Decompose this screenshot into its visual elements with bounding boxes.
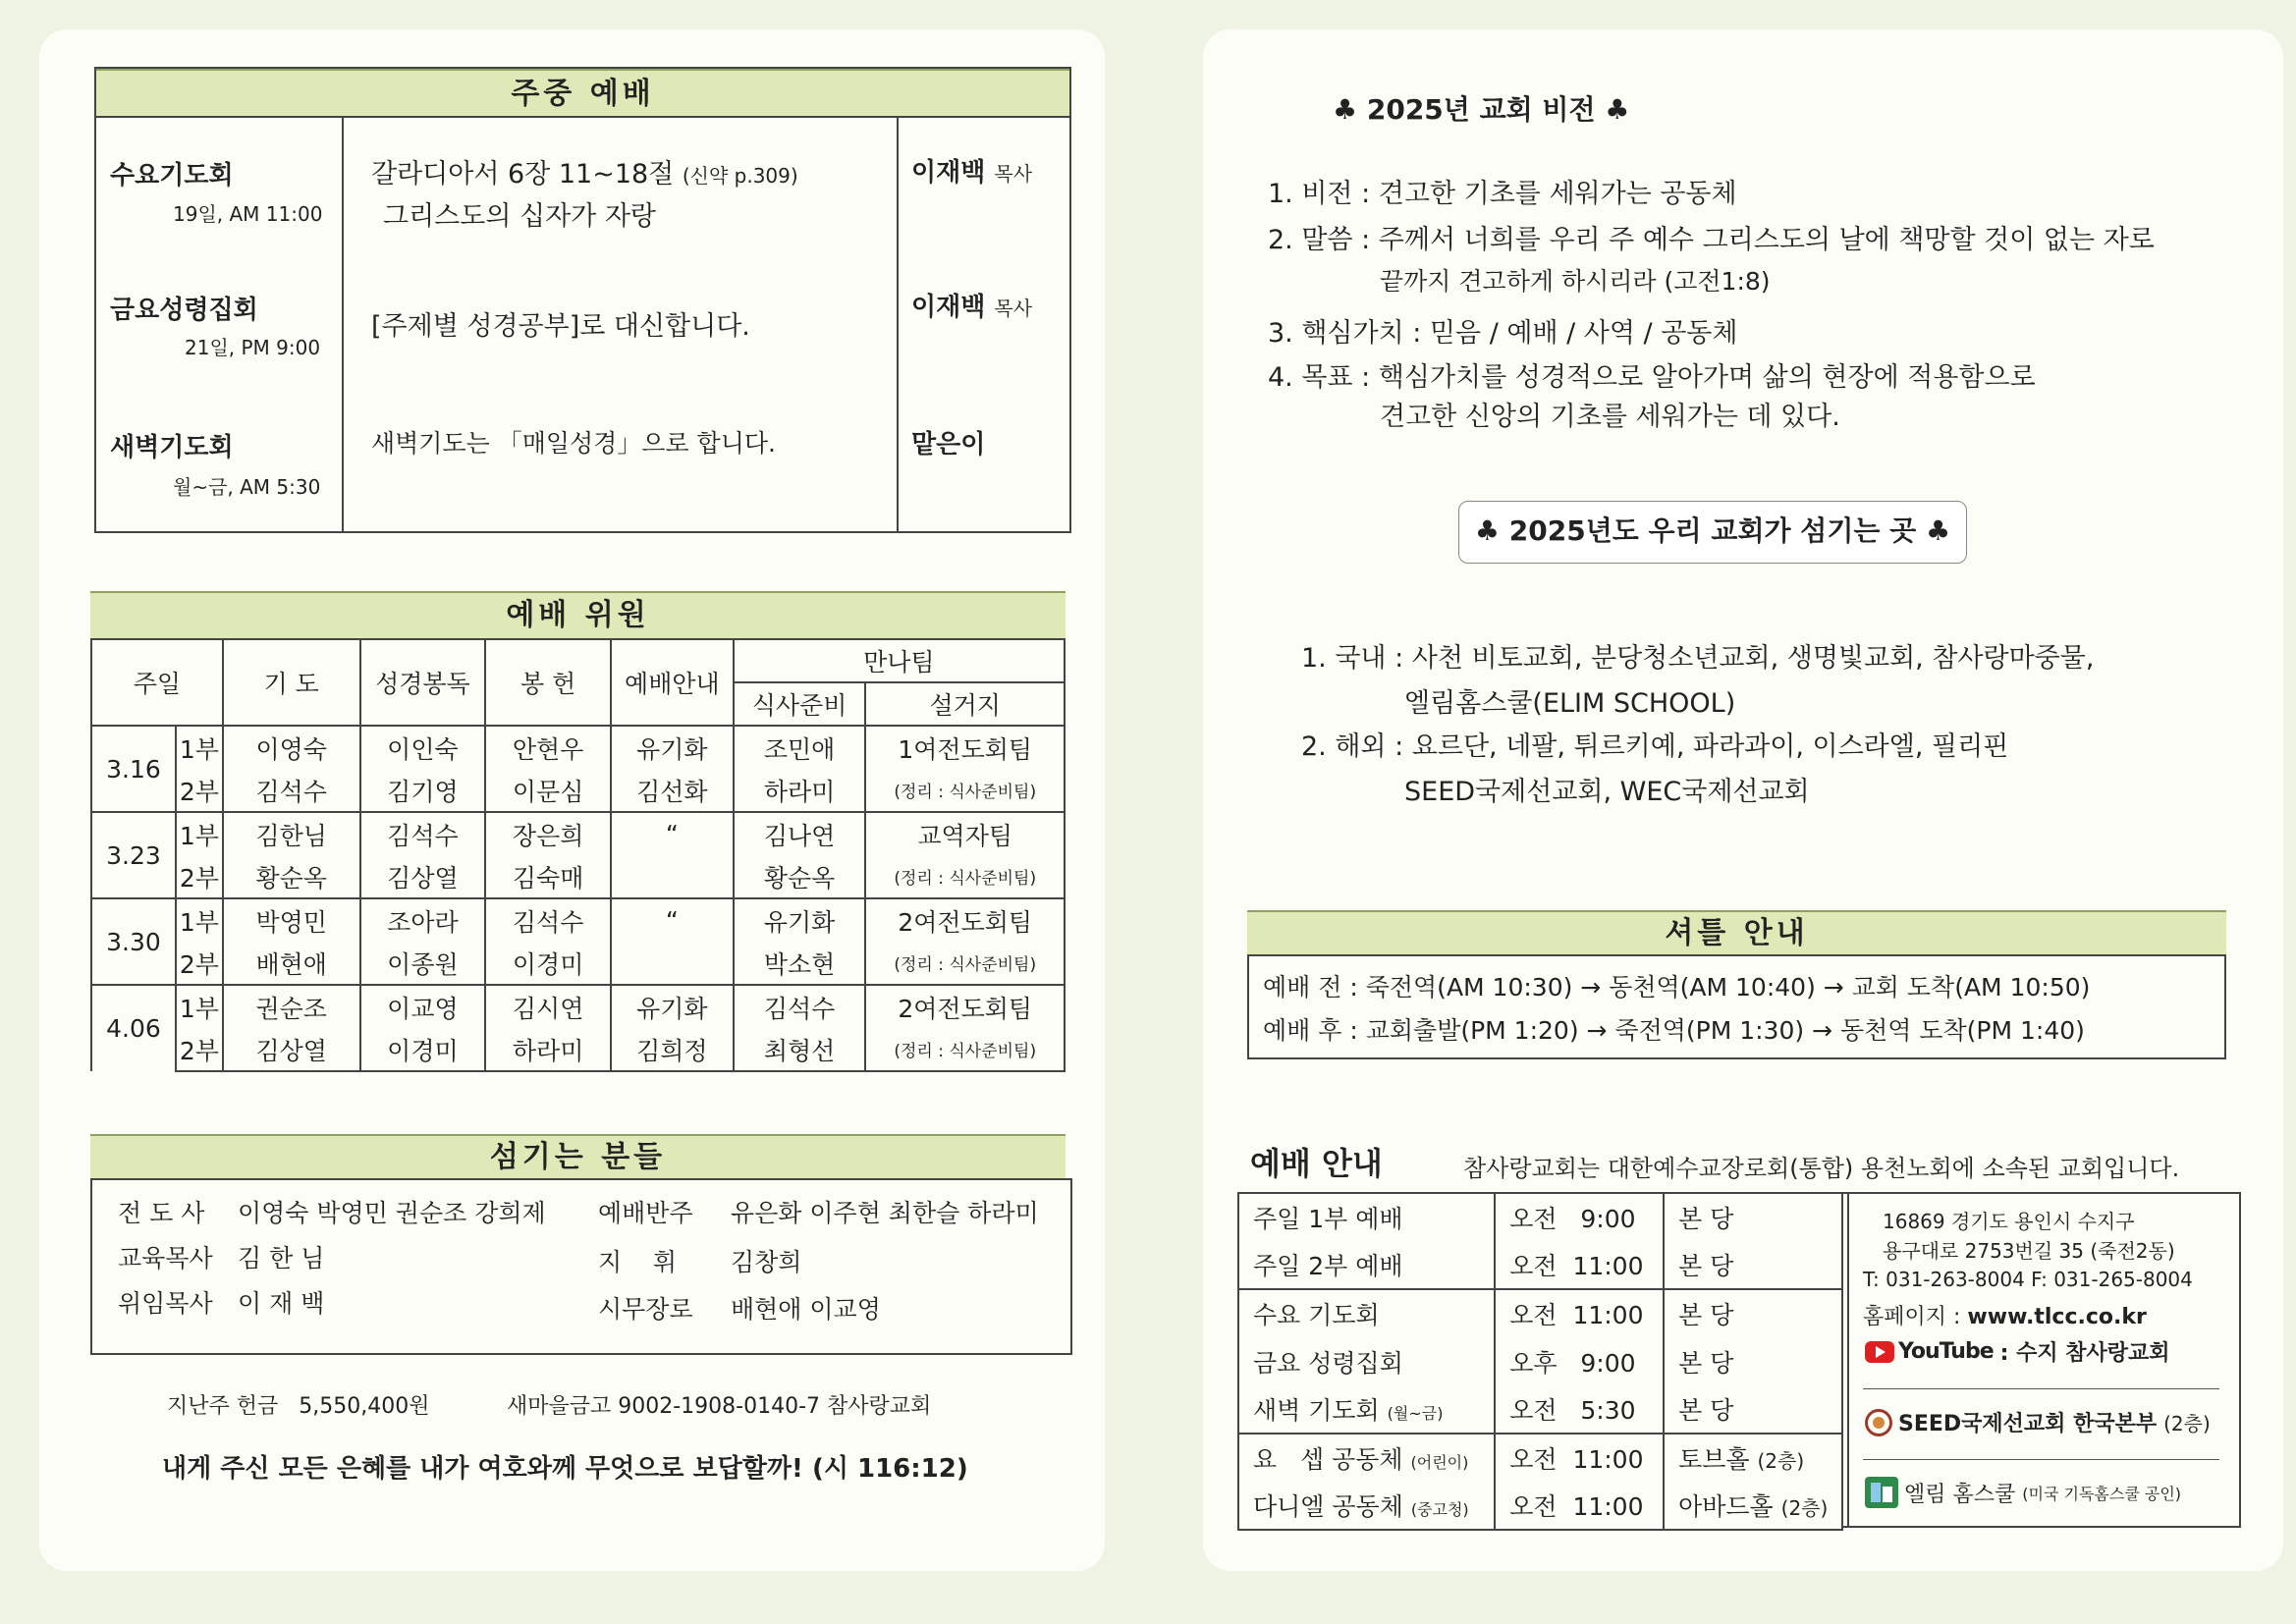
mission-label: 1. 국내 :	[1301, 643, 1404, 674]
mission-text-cont: 엘림홈스쿨(ELIM SCHOOL)	[1404, 688, 1736, 719]
table-row	[1238, 1193, 1842, 1241]
offering-cell: 안현우	[485, 726, 611, 769]
address-line2: 용구대로 2753번길 35 (죽전2동)	[1883, 1239, 2175, 1263]
service-sub: (중고청)	[1410, 1500, 1469, 1519]
service-part: 2부	[176, 1028, 223, 1071]
leader-name: 이재백	[911, 158, 986, 188]
prayer-cell: 김상열	[223, 1028, 360, 1071]
prayer-cell: 김한님	[223, 812, 360, 855]
vision-item	[1268, 355, 2036, 394]
header-offering: 봉 헌	[485, 639, 611, 726]
vision-item	[1268, 311, 1737, 350]
service-place: 아바드홀	[1678, 1492, 1774, 1521]
scripture-note: (신약 p.309)	[682, 164, 798, 188]
shuttle-before	[1263, 968, 2090, 1003]
service-place-sub: (2층)	[1780, 1496, 1829, 1520]
seed-note: (2층)	[2163, 1412, 2211, 1435]
homepage-link[interactable]: www.tlcc.co.kr	[1967, 1305, 2147, 1329]
leader-title: 목사	[994, 297, 1033, 320]
table-row	[91, 942, 1065, 985]
worship-staff-table	[90, 638, 1066, 1072]
reading-cell: 이인숙	[360, 726, 486, 769]
sunday-date: 3.30	[91, 898, 176, 985]
vision-text-cont: 견고한 신앙의 기초를 세워가는 데 있다.	[1380, 402, 1840, 432]
usher-cell	[611, 942, 734, 985]
server-names: 배현애 이교영	[731, 1295, 881, 1324]
servers-box	[90, 1178, 1072, 1355]
right-page	[1203, 29, 2283, 1571]
phone-fax: T: 031-263-8004 F: 031-265-8004	[1863, 1268, 2193, 1291]
last-week-offering	[167, 1389, 429, 1420]
offering-cell: 김석수	[485, 898, 611, 942]
meal-cell: 김석수	[734, 985, 866, 1028]
service-place: 본 당	[1664, 1337, 1842, 1385]
server-role: 지 휘	[598, 1248, 678, 1276]
mission-text: 사천 비토교회, 분당청소년교회, 생명빛교회, 참사랑마중물,	[1411, 643, 2095, 674]
column-divider	[897, 118, 899, 531]
vision-title: ♣ 2025년 교회 비전 ♣	[1333, 93, 1630, 126]
table-row	[91, 726, 1065, 769]
dishes-cell: 1여전도회팀	[865, 726, 1065, 769]
table-row	[1238, 1385, 1842, 1434]
service-name-cell	[1238, 1434, 1495, 1482]
reading-cell: 김상열	[360, 855, 486, 898]
dishes-cell: 2여전도회팀	[865, 985, 1065, 1028]
shuttle-route: 교회출발(PM 1:20) → 죽전역(PM 1:30) → 동천역 도착(PM 1:40)	[1365, 1016, 2085, 1045]
vision-label: 1. 비전 :	[1268, 179, 1371, 209]
header-usher: 예배안내	[611, 639, 734, 726]
service-place: 본 당	[1664, 1241, 1842, 1289]
service-name-cell	[1238, 1385, 1495, 1434]
service-name: 주일 2부 예배	[1238, 1241, 1495, 1289]
vision-text: 견고한 기초를 세워가는 공동체	[1378, 179, 1737, 209]
service-sub: (월~금)	[1387, 1404, 1444, 1423]
service-name: 새벽기도회	[110, 433, 234, 462]
reading-cell: 김석수	[360, 812, 486, 855]
server-names: 유은화 이주현 최한슬 하라미	[731, 1199, 1039, 1227]
shuttle-box	[1247, 954, 2226, 1059]
address-line1: 16869 경기도 용인시 수지구	[1883, 1210, 2135, 1233]
divider	[1863, 1459, 2219, 1460]
service-part: 1부	[176, 985, 223, 1028]
sunday-date: 4.06	[91, 985, 176, 1071]
offering-cell: 이문심	[485, 769, 611, 812]
table-row	[1238, 1337, 1842, 1385]
shuttle-route: 죽전역(AM 10:30) → 동천역(AM 10:40) → 교회 도착(AM 10:50)	[1365, 973, 2091, 1001]
prayer-cell: 권순조	[223, 985, 360, 1028]
shuttle-label: 예배 전 :	[1263, 973, 1358, 1001]
shuttle-label: 예배 후 :	[1263, 1016, 1358, 1045]
leader-title: 목사	[994, 162, 1033, 186]
offering-cell: 김숙매	[485, 855, 611, 898]
elim-row	[1865, 1477, 2181, 1508]
reading-cell: 조아라	[360, 898, 486, 942]
header-manna-team: 만나팀	[734, 639, 1065, 682]
offering-cell: 장은희	[485, 812, 611, 855]
scripture-ref	[371, 152, 798, 190]
service-name: 요 셉 공동체	[1253, 1445, 1403, 1474]
service-part: 2부	[176, 942, 223, 985]
prayer-cell: 이영숙	[223, 726, 360, 769]
dishes-note: (정리 : 식사준비팀)	[865, 1028, 1065, 1071]
homepage-label: 홈페이지 :	[1863, 1305, 1961, 1329]
vision-label: 4. 목표 :	[1268, 362, 1371, 393]
service-place-cell	[1664, 1434, 1842, 1482]
service-time: 오전 11:00	[1495, 1289, 1664, 1337]
header-sunday: 주일	[91, 639, 223, 726]
seed-logo-icon	[1865, 1409, 1892, 1436]
shuttle-title: 셔틀 안내	[1247, 910, 2226, 954]
bible-verse: 내게 주신 모든 은혜를 내가 여호와께 무엇으로 보답할까! (시 116:12)	[162, 1454, 968, 1484]
usher-cell: “	[611, 812, 734, 855]
service-time: 월~금, AM 5:30	[173, 475, 321, 499]
seed-name: SEED국제선교회 한국본부	[1898, 1412, 2158, 1436]
service-time: 21일, PM 9:00	[185, 336, 321, 359]
service-name: 수요기도회	[110, 161, 234, 190]
sunday-date: 3.16	[91, 726, 176, 812]
meal-cell: 하라미	[734, 769, 866, 812]
service-time: 오전 11:00	[1495, 1241, 1664, 1289]
vision-item	[1268, 172, 1737, 210]
service-part: 1부	[176, 726, 223, 769]
service-content: [주제별 성경공부]로 대신합니다.	[371, 311, 750, 342]
left-page	[39, 29, 1105, 1571]
server-role: 위임목사	[118, 1289, 213, 1318]
service-name-cell	[1238, 1482, 1495, 1530]
service-name: 금요 성령집회	[1238, 1337, 1495, 1385]
vision-label: 2. 말씀 :	[1268, 225, 1371, 255]
server-names: 김창희	[731, 1248, 802, 1276]
dishes-cell: 2여전도회팀	[865, 898, 1065, 942]
table-row	[1238, 1289, 1842, 1337]
service-place-cell	[1664, 1482, 1842, 1530]
usher-cell: “	[611, 898, 734, 942]
dishes-cell: 교역자팀	[865, 812, 1065, 855]
usher-cell: 김희정	[611, 1028, 734, 1071]
youtube-logo: YouTube	[1898, 1339, 1994, 1364]
table-row	[91, 855, 1065, 898]
dishes-note: (정리 : 식사준비팀)	[865, 942, 1065, 985]
service-schedule-table	[1237, 1192, 1843, 1531]
service-time: 오후 9:00	[1495, 1337, 1664, 1385]
elim-logo-icon	[1865, 1477, 1898, 1508]
reading-cell: 이경미	[360, 1028, 486, 1071]
server-names: 이영숙 박영민 권순조 강희제	[238, 1199, 546, 1227]
dishes-note: (정리 : 식사준비팀)	[865, 855, 1065, 898]
meal-cell: 유기화	[734, 898, 866, 942]
elim-note: (미국 기독홈스쿨 공인)	[2022, 1484, 2182, 1503]
table-row	[91, 769, 1065, 812]
vision-text: 핵심가치를 성경적으로 알아가며 삶의 현장에 적용함으로	[1378, 362, 2036, 393]
service-time: 19일, AM 11:00	[173, 202, 323, 226]
table-row	[1238, 1434, 1842, 1482]
service-part: 1부	[176, 898, 223, 942]
service-place: 본 당	[1664, 1289, 1842, 1337]
scripture-text: 갈라디아서 6장 11~18절	[371, 159, 675, 189]
prayer-cell: 배현애	[223, 942, 360, 985]
meal-cell: 황순옥	[734, 855, 866, 898]
prayer-cell: 황순옥	[223, 855, 360, 898]
service-name: 다니엘 공동체	[1253, 1492, 1403, 1521]
server-names: 이 재 백	[238, 1289, 325, 1318]
youtube-icon	[1865, 1341, 1894, 1363]
table-row	[91, 812, 1065, 855]
service-name: 새벽 기도회	[1253, 1396, 1380, 1425]
usher-cell	[611, 855, 734, 898]
table-row	[1238, 1241, 1842, 1289]
meal-cell: 조민애	[734, 726, 866, 769]
service-time: 오전 11:00	[1495, 1482, 1664, 1530]
seed-row	[1865, 1407, 2211, 1437]
prayer-cell: 김석수	[223, 769, 360, 812]
servers-title: 섬기는 분들	[90, 1134, 1066, 1178]
vision-label: 3. 핵심가치 :	[1268, 318, 1422, 349]
server-role: 시무장로	[598, 1295, 693, 1324]
vision-text: 주께서 너희를 우리 주 예수 그리스도의 날에 책망할 것이 없는 자로	[1378, 225, 2155, 255]
service-time: 오전 11:00	[1495, 1434, 1664, 1482]
service-name: 주일 1부 예배	[1238, 1193, 1495, 1241]
vision-item	[1268, 218, 2155, 256]
table-row	[91, 985, 1065, 1028]
services-title: 예배 안내	[1250, 1145, 1383, 1182]
homepage	[1863, 1300, 2147, 1330]
meal-cell: 박소현	[734, 942, 866, 985]
mission-text: 요르단, 네팔, 튀르키예, 파라과이, 이스라엘, 필리핀	[1411, 731, 2009, 762]
vision-text-cont: 끝까지 견고하게 하시리라 (고전1:8)	[1380, 267, 1771, 296]
weekly-worship-box	[94, 67, 1071, 533]
service-name: 금요성령집회	[110, 296, 258, 325]
bank-account: 새마을금고 9002-1908-0140-7 참사랑교회	[507, 1394, 932, 1419]
reading-cell: 이종원	[360, 942, 486, 985]
elim-name: 엘림 홈스쿨	[1904, 1482, 2016, 1507]
dishes-note: (정리 : 식사준비팀)	[865, 769, 1065, 812]
mission-overseas	[1301, 725, 2008, 763]
column-divider	[342, 118, 344, 531]
youtube-channel: : 수지 참사랑교회	[1999, 1341, 2170, 1366]
leader-name: 이재백	[911, 293, 986, 322]
mission-domestic	[1301, 636, 2094, 675]
service-part: 2부	[176, 769, 223, 812]
vision-text: 믿음 / 예배 / 사역 / 공동체	[1429, 318, 1738, 349]
service-content: 새벽기도는 「매일성경」으로 합니다.	[371, 429, 776, 458]
table-row	[1238, 1482, 1842, 1530]
offering-cell: 이경미	[485, 942, 611, 985]
reading-cell: 김기영	[360, 769, 486, 812]
meal-cell: 최형선	[734, 1028, 866, 1071]
leader: 맡은이	[911, 430, 986, 460]
youtube-row[interactable]	[1865, 1336, 2170, 1367]
service-time: 오전 9:00	[1495, 1193, 1664, 1241]
church-info-box	[1843, 1192, 2241, 1528]
usher-cell: 유기화	[611, 985, 734, 1028]
table-row	[91, 898, 1065, 942]
reading-cell: 이교영	[360, 985, 486, 1028]
service-sub: (어린이)	[1410, 1453, 1469, 1472]
weekly-worship-title: 주중 예배	[96, 69, 1069, 118]
service-part: 2부	[176, 855, 223, 898]
mission-title: ♣ 2025년도 우리 교회가 섬기는 곳 ♣	[1458, 501, 1967, 564]
service-place: 본 당	[1664, 1385, 1842, 1434]
header-meal: 식사준비	[734, 682, 866, 726]
sunday-date: 3.23	[91, 812, 176, 898]
server-role: 교육목사	[118, 1244, 213, 1272]
leader	[911, 152, 1032, 189]
sermon-title: 그리스도의 십자가 자랑	[383, 201, 656, 232]
service-place: 토브홀	[1678, 1445, 1750, 1474]
header-dishes: 설거지	[865, 682, 1065, 726]
usher-cell: 김선화	[611, 769, 734, 812]
shuttle-after	[1263, 1011, 2085, 1047]
service-time: 오전 5:30	[1495, 1385, 1664, 1434]
double-border	[1847, 1194, 1849, 1526]
affiliation: 참사랑교회는 대한예수교장로회(통합) 용천노회에 소속된 교회입니다.	[1463, 1155, 2180, 1182]
service-place-sub: (2층)	[1757, 1449, 1805, 1473]
service-place: 본 당	[1664, 1193, 1842, 1241]
header-reading: 성경봉독	[360, 639, 486, 726]
mission-text-cont: SEED국제선교회, WEC국제선교회	[1404, 777, 1810, 807]
mission-label: 2. 해외 :	[1301, 731, 1404, 762]
service-name: 수요 기도회	[1238, 1289, 1495, 1337]
offering-amount: 5,550,400원	[299, 1394, 430, 1419]
service-part: 1부	[176, 812, 223, 855]
offering-label: 지난주 헌금	[167, 1394, 279, 1419]
leader	[911, 287, 1032, 323]
worship-staff-title: 예배 위원	[90, 591, 1066, 638]
table-row	[91, 1028, 1065, 1071]
header-prayer: 기 도	[223, 639, 360, 726]
prayer-cell: 박영민	[223, 898, 360, 942]
meal-cell: 김나연	[734, 812, 866, 855]
divider	[1863, 1388, 2219, 1389]
server-role: 예배반주	[598, 1199, 693, 1227]
server-role: 전 도 사	[118, 1199, 205, 1227]
offering-cell: 김시연	[485, 985, 611, 1028]
offering-cell: 하라미	[485, 1028, 611, 1071]
usher-cell: 유기화	[611, 726, 734, 769]
server-names: 김 한 님	[238, 1244, 325, 1272]
